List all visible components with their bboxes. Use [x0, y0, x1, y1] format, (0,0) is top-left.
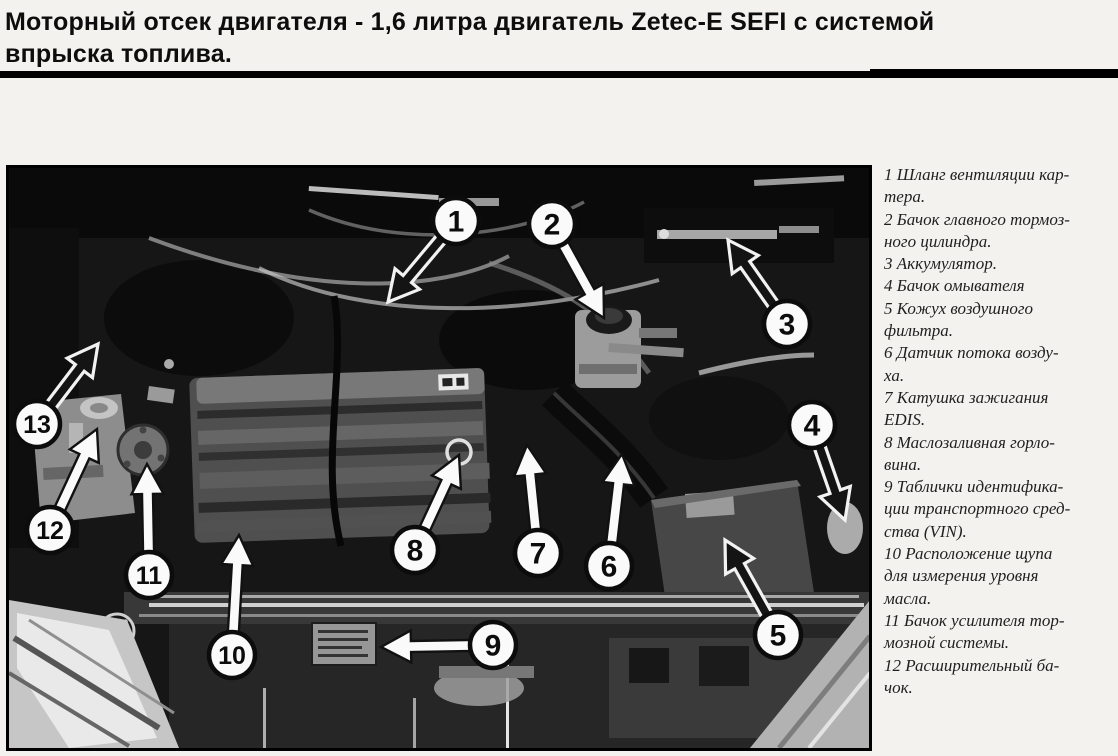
legend-item-11 [884, 610, 1116, 655]
legend-line: вина. [884, 454, 922, 474]
callout-number: 9 [484, 629, 502, 663]
page-title [5, 6, 1065, 70]
legend-item-8 [884, 432, 1116, 477]
legend-item-2 [884, 209, 1116, 254]
legend-item-4 [884, 275, 1116, 297]
legend-line: ха. [884, 365, 905, 385]
title-rule-tail [870, 69, 1118, 73]
callout-number: 5 [769, 619, 787, 653]
legend-line: чок. [884, 677, 913, 697]
legend-item-1 [884, 164, 1116, 209]
callout-number: 3 [778, 308, 796, 342]
brake-booster-reservoir [118, 425, 168, 475]
callout-number: 12 [36, 517, 64, 545]
callout-number: 8 [406, 534, 424, 568]
legend-line: ции транспортного сред- [884, 499, 1071, 519]
legend-line: 6 Датчик потока возду- [884, 343, 1059, 363]
legend-line: масла. [884, 588, 932, 608]
legend-item-12 [884, 655, 1116, 700]
legend-item-9 [884, 476, 1116, 543]
legend-line: 3 Аккумулятор. [884, 254, 997, 274]
legend-item-3 [884, 253, 1116, 275]
legend-line: 5 Кожух воздушного [884, 298, 1034, 318]
legend-line: фильтра. [884, 321, 954, 341]
legend-line: 1 Шланг вентиляции кар- [884, 165, 1070, 184]
legend-line: 11 Бачок усилителя тор- [884, 610, 1065, 630]
legend-line: 8 Маслозаливная горло- [884, 432, 1055, 452]
legend-line: мозной системы. [884, 633, 1010, 653]
callout-number: 10 [218, 642, 246, 670]
legend-line: 2 Бачок главного тормоз- [884, 209, 1070, 229]
engine-bay-photo [6, 165, 872, 751]
legend-item-10 [884, 543, 1116, 610]
callout-number: 6 [600, 550, 618, 584]
callout-number: 1 [447, 205, 465, 239]
page-title-line1: Моторный отсек двигателя - 1,6 литра двигатель Zetec-E SEFI с системой [5, 8, 935, 36]
page-title-line2: впрыска топлива. [5, 40, 232, 68]
legend-item-5 [884, 298, 1116, 343]
legend-item-6 [884, 342, 1116, 387]
vin-plate [312, 623, 376, 665]
legend-item-7 [884, 387, 1116, 432]
callout-number: 4 [803, 409, 821, 443]
legend-line: ства (VIN). [884, 521, 967, 541]
legend-line: EDIS. [884, 410, 926, 430]
callout-number: 2 [543, 208, 561, 242]
callout-number: 7 [529, 537, 547, 571]
engine-bay-figure [9, 168, 869, 748]
legend-line: 12 Расширительный ба- [884, 655, 1060, 675]
legend-line: тера. [884, 187, 926, 207]
legend-line: 10 Расположение щупа [884, 544, 1053, 564]
legend-line: 7 Катушка зажигания [884, 387, 1049, 407]
callout-number: 13 [23, 411, 51, 439]
legend-line: 4 Бачок омывателя [884, 276, 1025, 296]
legend-line: для измерения уровня [884, 566, 1039, 586]
callout-number: 11 [135, 562, 163, 590]
legend-line: 9 Таблички идентифика- [884, 477, 1064, 497]
legend [884, 164, 1116, 699]
legend-line: ного цилиндра. [884, 231, 992, 251]
